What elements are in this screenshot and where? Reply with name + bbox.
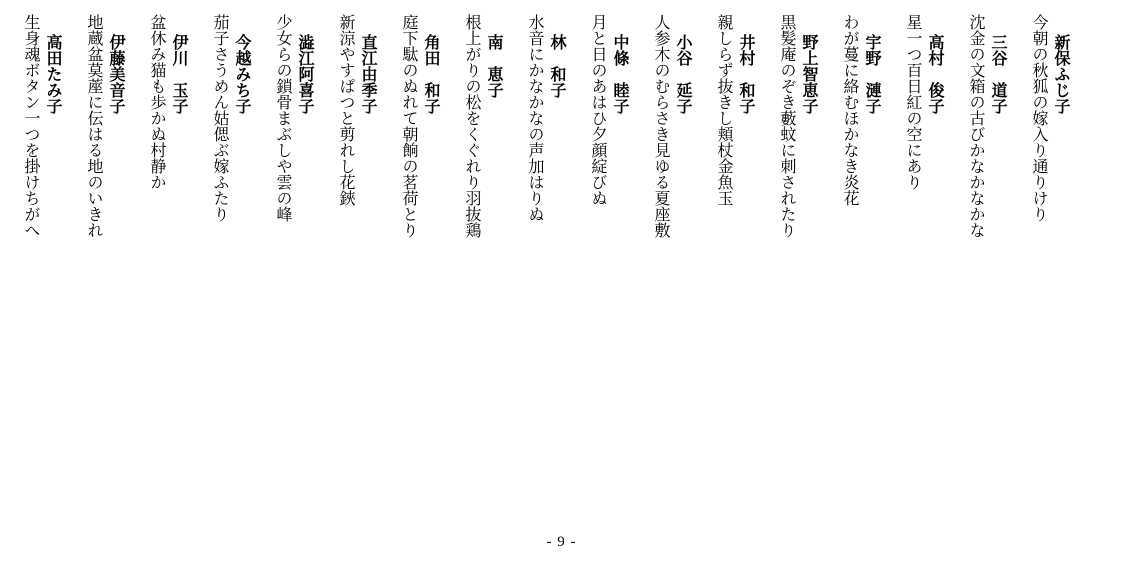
haiku-text: 星一つ百日紅の空にあり xyxy=(904,14,923,190)
haiku-entry xyxy=(504,14,567,314)
author-name: 宇野 漣子 xyxy=(863,34,882,114)
haiku-entry xyxy=(819,14,882,314)
haiku-text: 沈金の文箱の古びかなかなかな xyxy=(967,14,986,238)
haiku-entry xyxy=(567,14,630,314)
haiku-entry xyxy=(126,14,189,314)
haiku-entry xyxy=(378,14,441,314)
author-name: 角田 和子 xyxy=(422,34,441,114)
author-name: 新保ふじ子 xyxy=(1052,34,1071,114)
author-name: 直江由季子 xyxy=(359,34,378,114)
author-name: 井村 和子 xyxy=(737,34,756,114)
author-name: 野上智恵子 xyxy=(800,34,819,114)
haiku-entry xyxy=(945,14,1008,314)
haiku-entry xyxy=(441,14,504,314)
haiku-entry xyxy=(63,14,126,314)
haiku-entry xyxy=(1008,14,1071,314)
author-name: 林 和子 xyxy=(548,34,567,98)
author-name: 中條 睦子 xyxy=(611,34,630,114)
haiku-entry xyxy=(252,14,315,314)
author-name: 高田たみ子 xyxy=(44,34,63,114)
haiku-entry xyxy=(315,14,378,314)
haiku-text: 親しらず抜きし頬杖金魚玉 xyxy=(715,14,734,206)
haiku-entry xyxy=(0,14,63,314)
haiku-text: わが蔓に絡むほかなき炎花 xyxy=(841,14,860,206)
author-name: 三谷 道子 xyxy=(989,34,1008,114)
haiku-text: 黒髪庵のぞき藪蚊に刺されたり xyxy=(778,14,797,238)
haiku-text: 新涼やすぱつと剪れし花鋏 xyxy=(337,14,356,206)
haiku-entry xyxy=(882,14,945,314)
haiku-text: 水音にかなかなの声加はりぬ xyxy=(526,14,545,222)
author-name: 伊川 玉子 xyxy=(170,34,189,114)
haiku-entry xyxy=(189,14,252,314)
haiku-entry xyxy=(693,14,756,314)
page-number: - 9 - xyxy=(546,534,577,550)
haiku-text: 今朝の秋狐の嫁入り通りけり xyxy=(1030,14,1049,222)
haiku-text: 茄子さうめん姑偲ぶ嫁ふたり xyxy=(211,14,230,222)
haiku-text: 庭下駄のぬれて朝餉の茗荷とり xyxy=(400,14,419,238)
haiku-text: 地蔵盆莫蓙に伝はる地のいきれ xyxy=(85,14,104,238)
haiku-text: 月と日のあはひ夕顔綻びぬ xyxy=(589,14,608,206)
haiku-text: 根上がりの松をくぐれり羽抜鶏 xyxy=(463,14,482,238)
author-name: 小谷 延子 xyxy=(674,34,693,114)
author-name: 今越みち子 xyxy=(233,34,252,114)
haiku-entry xyxy=(630,14,693,314)
haiku-text: 少女らの鎖骨まぶしや雲の峰 xyxy=(274,14,293,222)
haiku-entry xyxy=(756,14,819,314)
author-name: 伊藤美音子 xyxy=(107,34,126,114)
author-name: 澁江阿喜子 xyxy=(296,34,315,114)
author-name: 南 恵子 xyxy=(485,34,504,98)
haiku-text: 盆休み猫も歩かぬ村静か xyxy=(148,14,167,190)
haiku-columns xyxy=(0,14,1071,314)
haiku-text: 人参木のむらさき見ゆる夏座敷 xyxy=(652,14,671,238)
haiku-text: 生身魂ボタン一つを掛けちがへ xyxy=(22,14,41,238)
author-name: 高村 俊子 xyxy=(926,34,945,114)
